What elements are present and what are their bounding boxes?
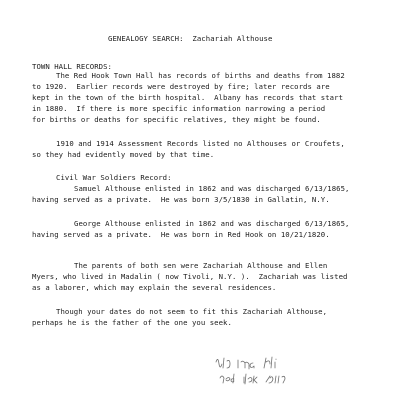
assessment-line-2: so they had evidently moved by that time. (32, 150, 215, 159)
samuel-line-1: Samuel Althouse enlisted in 1862 and was discharged 6/13/1865, (74, 184, 350, 193)
assessment-line-1: 1910 and 1914 Assessment Records listed no Althouses or Croufets, (56, 139, 345, 148)
parents-line-2: Myers, who lived in Madalin ( now Tivoli, N.Y. ). Zachariah was listed (32, 272, 348, 281)
document-title: GENEALOGY SEARCH: Zachariah Althouse (108, 34, 273, 43)
town-hall-line-1: The Red Hook Town Hall has records of births and deaths from 1882 (56, 71, 345, 80)
parents-line-1: The parents of both sen were Zachariah Althouse and Ellen (74, 261, 328, 270)
town-hall-line-4: in 1880. If there is more specific information narrowing a period (32, 104, 326, 113)
town-hall-line-5: for births or deaths for specific relatives, they might be found. (32, 115, 321, 124)
george-line-2: having served as a private. He was born in Red Hook on 10/21/1820. (32, 230, 330, 239)
soldiers-heading: Civil War Soldiers Record: (56, 173, 172, 182)
closing-line-2: perhaps he is the father of the one you seek. (32, 318, 232, 327)
town-hall-line-2: to 1920. Earlier records were destroyed by fire; later records are (32, 82, 330, 91)
closing-line-1: Though your dates do not seem to fit this Zachariah Althouse, (56, 307, 328, 316)
parents-line-3: as a laborer, which may explain the several residences. (32, 283, 277, 292)
george-line-1: George Althouse enlisted in 1862 and was discharged 6/13/1865, (74, 219, 350, 228)
samuel-line-2: having served as a private. He was born 3/5/1830 in Gallatin, N.Y. (32, 195, 330, 204)
town-hall-heading: TOWN HALL RECORDS: (32, 62, 112, 71)
town-hall-line-3: kept in the town of the birth hospital. Albany has records that start (32, 93, 344, 102)
handwritten-signature (210, 352, 330, 388)
